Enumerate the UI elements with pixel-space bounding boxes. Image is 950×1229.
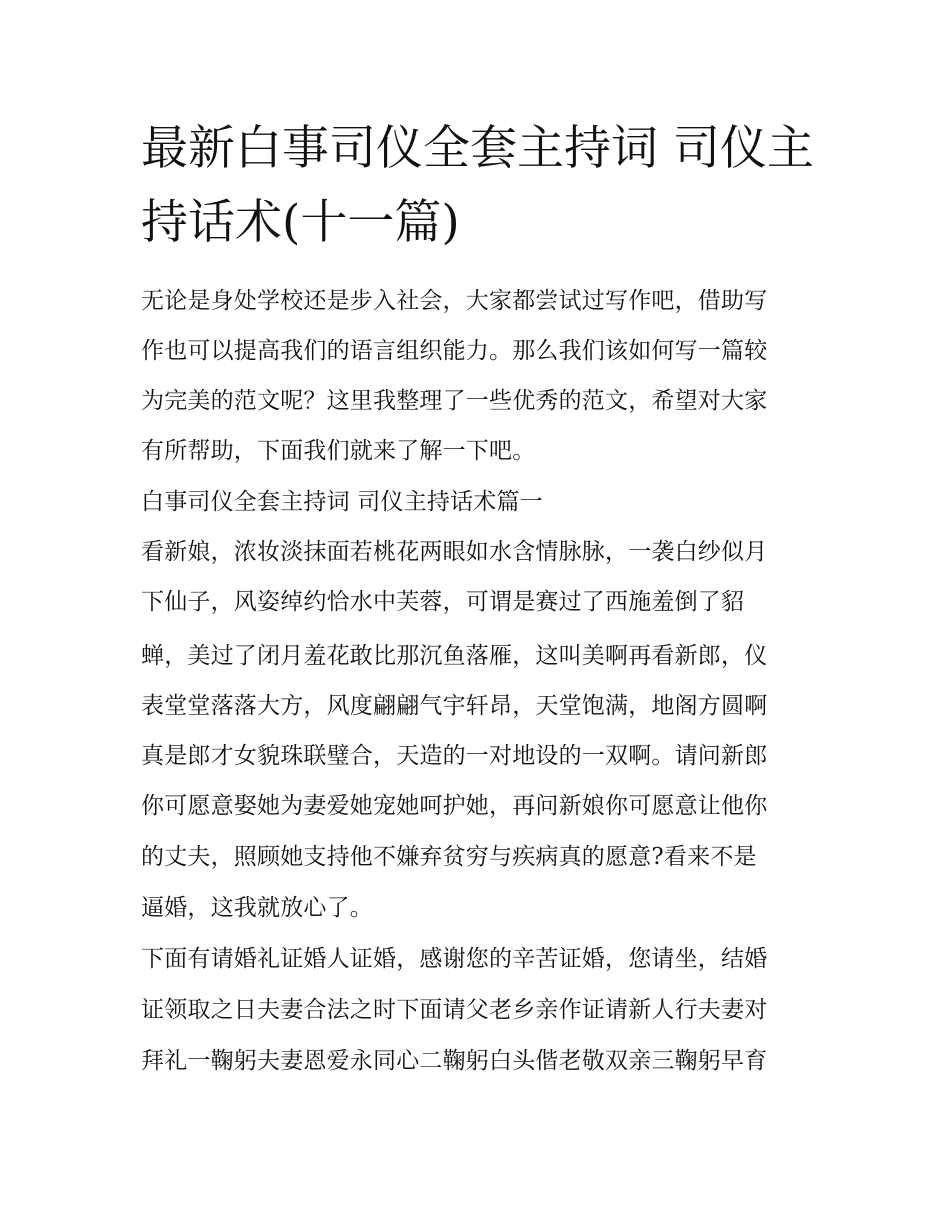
para1-line-5: 真是郎才女貌珠联璧合，天造的一对地设的一双啊。请问新郎 [141,743,768,769]
para1-line-2: 下仙子，风姿绰约恰水中芙蓉，可谓是赛过了西施羞倒了貂 [141,589,745,615]
para2-line-3: 拜礼一鞠躬夫妻恩爱永同心二鞠躬白头偕老敬双亲三鞠躬早育 [141,1048,768,1074]
para1-line-3: 蝉，美过了闭月羞花敢比那沉鱼落雁，这叫美啊再看新郎，仪 [141,643,768,669]
para1-line-6: 你可愿意娶她为妻爱她宠她呵护她，再问新娘你可愿意让他你 [141,793,768,819]
para2-line-2: 证领取之日夫妻合法之时下面请父老乡亲作证请新人行夫妻对 [141,997,768,1023]
document-title: 最新白事司仪全套主持词 司仪主持话术(十一篇) [141,121,814,250]
intro-line-1: 无论是身处学校还是步入社会，大家都尝试过写作吧，借助写 [141,288,768,314]
para1-line-7: 的丈夫，照顾她支持他不嫌弃贫穷与疾病真的愿意?看来不是 [141,844,757,870]
section-heading: 白事司仪全套主持词 司仪主持话术篇一 [141,489,543,515]
intro-line-2: 作也可以提高我们的语言组织能力。那么我们该如何写一篇较 [141,338,768,364]
intro-line-3: 为完美的范文呢？这里我整理了一些优秀的范文，希望对大家 [141,388,768,414]
para1-line-4: 表堂堂落落大方，风度翩翩气宇轩昂，天堂饱满，地阁方圆啊 [141,693,768,719]
intro-line-4: 有所帮助，下面我们就来了解一下吧。 [141,438,536,464]
para1-line-1: 看新娘，浓妆淡抹面若桃花两眼如水含情脉脉，一袭白纱似月 [141,539,768,565]
para2-line-1: 下面有请婚礼证婚人证婚，感谢您的辛苦证婚，您请坐，结婚 [141,946,768,972]
para1-line-8: 逼婚，这我就放心了。 [141,895,373,921]
